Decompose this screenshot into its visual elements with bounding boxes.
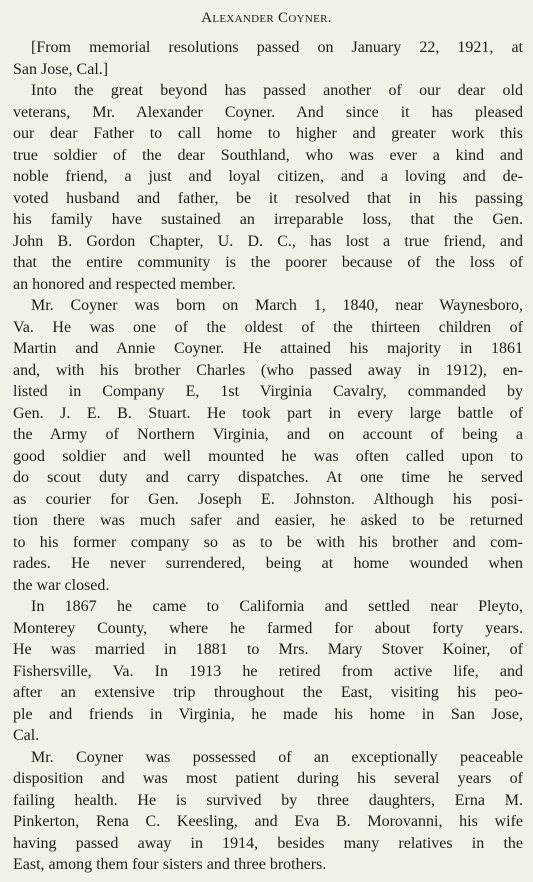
text-line: to his former company so as to be with his brother and com-	[13, 533, 523, 551]
text-line: the war closed.	[13, 576, 110, 594]
text-line: East, among them four sisters and three brothers.	[13, 856, 327, 873]
text-line: that the entire community is the poorer because of the loss of	[13, 254, 523, 271]
text-line: Mr. Coyner was born on March 1, 1840, near Waynesboro,	[31, 297, 523, 314]
text-line: Cal.	[13, 727, 40, 744]
text-line: voted husband and father, be it resolved that in his passing	[13, 189, 523, 207]
text-line: Martin and Annie Coyner. He attained his majority in 1861	[13, 340, 523, 357]
text-line: Gen. J. E. B. Stuart. He took part in every large battle of	[13, 404, 523, 422]
text-line: In 1867 he came to California and settled near Pleyto,	[31, 598, 523, 615]
text-line: John B. Gordon Chapter, U. D. C., has lost a true friend, and	[13, 232, 523, 250]
article-title: Alexander Coyner.	[201, 10, 332, 26]
text-line: Into the great beyond has passed another of our dear old	[31, 82, 523, 99]
text-line: having passed away in 1914, besides many relatives in the	[13, 834, 523, 852]
text-line: [From memorial resolutions passed on January 22, 1921, at	[31, 39, 523, 56]
text-line: true soldier of the dear Southland, who was ever a kind and	[13, 146, 523, 164]
paragraph	[13, 37, 523, 80]
text-line: He was married in 1881 to Mrs. Mary Stover Koiner, of	[13, 641, 523, 658]
text-line: his family have sustained an irreparable loss, that the Gen.	[13, 211, 523, 228]
text-line: and, with his brother Charles (who passed away in 1912), en-	[13, 361, 523, 379]
text-line: Fishersville, Va. In 1913 he retired from active life, and	[13, 662, 523, 680]
paragraph	[13, 747, 523, 876]
text-line: ple and friends in Virginia, he made his home in San Jose,	[13, 705, 523, 723]
text-line: the Army of Northern Virginia, and on account of being a	[13, 426, 523, 443]
paragraph	[13, 295, 523, 596]
text-line: Pinkerton, Rena C. Keesling, and Eva B. Morovanni, his wife	[13, 813, 523, 830]
text-line: rades. He never surrendered, being at home wounded when	[13, 555, 523, 572]
text-line: Va. He was one of the oldest of the thirteen children of	[13, 318, 523, 336]
paragraph	[13, 596, 523, 747]
text-line: good soldier and well mounted he was often called upon to	[13, 447, 523, 465]
text-line: do scout duty and carry dispatches. At one time he served	[13, 469, 523, 486]
text-line: San Jose, Cal.]	[13, 60, 109, 78]
text-line: after an extensive trip throughout the East, visiting his peo-	[13, 684, 523, 701]
text-line: disposition and was most patient during his several years of	[13, 770, 523, 787]
text-line: veterans, Mr. Alexander Coyner. And since it has pleased	[13, 103, 523, 121]
text-line: failing health. He is survived by three daughters, Erna M.	[13, 791, 523, 809]
text-line: our dear Father to call home to higher and greater work this	[13, 125, 523, 142]
text-line: tion there was much safer and easier, he asked to be returned	[13, 512, 523, 529]
paragraph	[13, 80, 523, 295]
text-line: Monterey County, where he farmed for about forty years.	[13, 619, 523, 637]
text-line: Mr. Coyner was possessed of an exceptionally peaceable	[31, 748, 523, 766]
text-line: noble friend, a just and loyal citizen, and a loving and de-	[13, 168, 523, 185]
article-body	[13, 37, 523, 876]
text-line: an honored and respected member.	[13, 275, 236, 293]
text-line: as courier for Gen. Joseph E. Johnston. Although his posi-	[13, 490, 523, 508]
text-line: listed in Company E, 1st Virginia Cavalry, commanded by	[13, 383, 523, 400]
